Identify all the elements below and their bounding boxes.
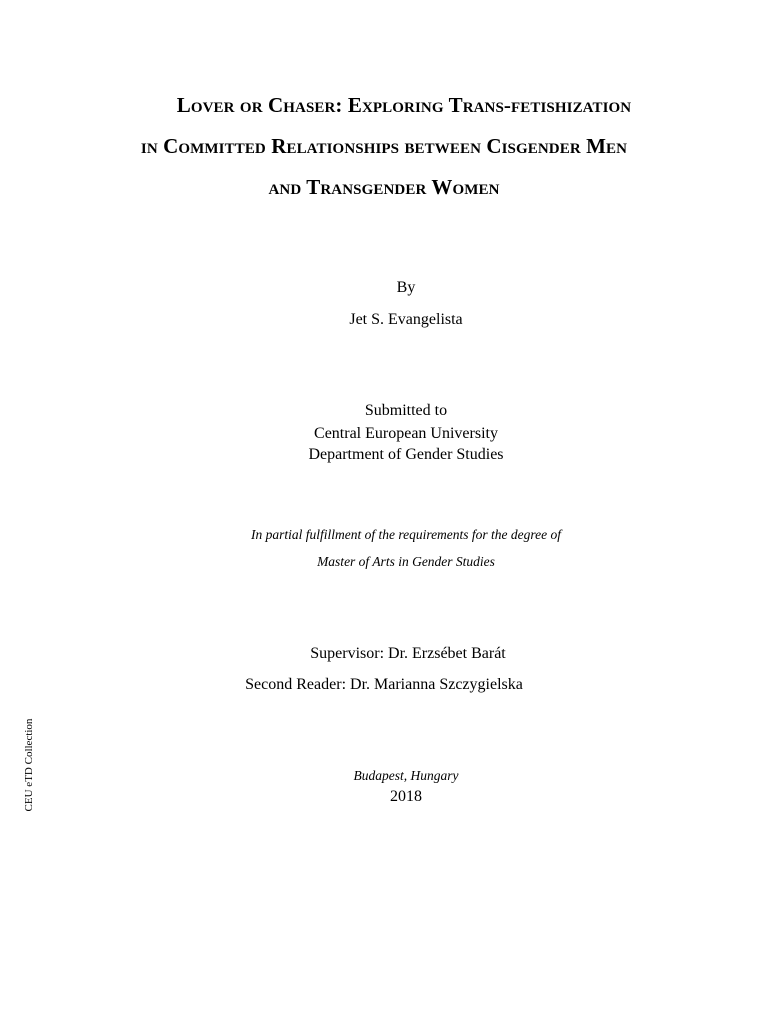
author-name: Jet S. Evangelista — [349, 311, 463, 328]
by-label: By — [396, 279, 416, 296]
collection-watermark: CEU eTD Collection — [23, 718, 35, 812]
year: 2018 — [390, 788, 422, 805]
department-name: Department of Gender Studies — [308, 446, 504, 463]
second-reader: Second Reader: Dr. Marianna Szczygielska — [245, 676, 523, 693]
thesis-title-line-2: in Committed Relationships between Cisgender Men — [140, 134, 628, 158]
thesis-title-line-1: Lover or Chaser: Exploring Trans-fetishization — [176, 93, 632, 117]
thesis-title-line-3: and Transgender Women — [268, 175, 500, 199]
fulfillment-statement: In partial fulfillment of the requirements for the degree of — [250, 527, 562, 542]
supervisor: Supervisor: Dr. Erzsébet Barát — [310, 645, 506, 662]
university-name: Central European University — [314, 425, 498, 442]
degree-name: Master of Arts in Gender Studies — [317, 554, 495, 569]
place: Budapest, Hungary — [353, 768, 459, 783]
submitted-to-label: Submitted to — [364, 402, 448, 419]
